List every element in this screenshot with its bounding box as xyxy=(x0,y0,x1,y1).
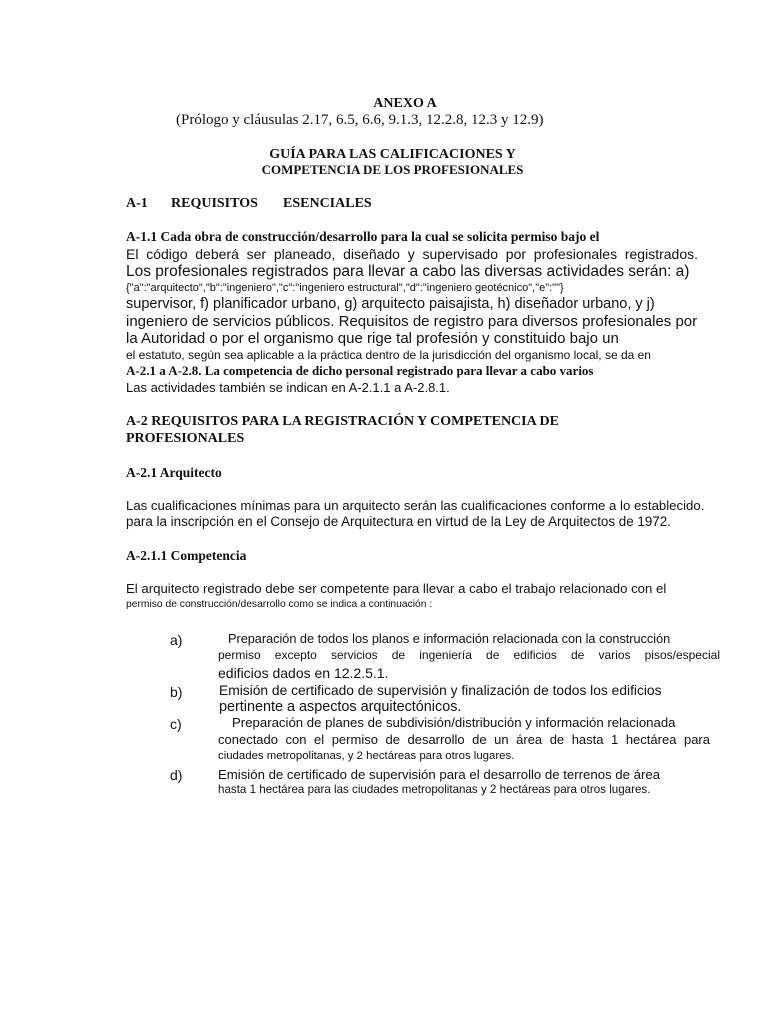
a1-paragraph-line3: Los profesionales registrados para llevar a cabo las diversas actividades serán: a) xyxy=(126,263,690,280)
list-item-letter: c) xyxy=(170,716,182,732)
list-item-line: permiso excepto servicios de ingeniería de edificios de varios pisos/especial xyxy=(218,648,720,662)
guide-heading-line1: GUÍA PARA LAS CALIFICACIONES Y xyxy=(269,147,516,162)
list-item-line: Preparación de planes de subdivisión/distribución y información relacionada xyxy=(232,715,676,730)
a211-paragraph-line2: permiso de construcción/desarrollo como se indica a continuación : xyxy=(126,599,433,610)
a1-paragraph-line9: A-2.1 a A-2.8. La competencia de dicho personal registrado para llevar a cabo varios xyxy=(126,363,594,378)
section-a1-title: REQUISITOS xyxy=(171,196,258,211)
annex-subtitle: (Prólogo y cláusulas 2.17, 6.5, 6.6, 9.1.3, 12.2.8, 12.3 y 12.9) xyxy=(176,112,544,128)
a211-paragraph-line1: El arquitecto registrado debe ser competente para llevar a cabo el trabajo relacionado con el xyxy=(126,581,667,596)
a1-paragraph-line10: Las actividades también se indican en A-2.1.1 a A-2.8.1. xyxy=(126,380,450,395)
subsection-a211-title: A-2.1.1 Competencia xyxy=(126,548,247,563)
a1-paragraph-line6: ingeniero de servicios públicos. Requisitos de registro para diversos profesionales por xyxy=(126,313,698,330)
list-item-line: pertinente a aspectos arquitectónicos. xyxy=(219,699,462,715)
list-item-line: ciudades metropolitanas, y 2 hectáreas para otros lugares. xyxy=(218,750,515,762)
section-a1-title2: ESENCIALES xyxy=(283,196,372,211)
a21-paragraph-line2: para la inscripción en el Consejo de Arquitectura en virtud de la Ley de Arquitectos de 1972. xyxy=(126,514,671,529)
list-item-line: hasta 1 hectárea para las ciudades metropolitanas y 2 hectáreas para otros lugares. xyxy=(218,783,651,796)
list-item-line: Emisión de certificado de supervisión para el desarrollo de terrenos de área xyxy=(218,767,661,782)
list-item-letter: b) xyxy=(170,684,183,700)
list-item-line: conectado con el permiso de desarrollo de un área de hasta 1 hectárea para xyxy=(218,732,710,747)
a1-paragraph-line8: el estatuto, según sea aplicable a la práctica dentro de la jurisdicción del organismo local, se da en xyxy=(126,348,651,362)
list-item-letter: d) xyxy=(170,767,183,783)
list-item-line: Emisión de certificado de supervisión y finalización de todos los edificios xyxy=(219,683,662,698)
section-a2-title-line2: PROFESIONALES xyxy=(126,431,245,446)
list-item-line: Preparación de todos los planos e información relacionada con la construcción xyxy=(228,632,671,646)
section-a1-number: A-1 xyxy=(126,196,148,211)
annex-title: ANEXO A xyxy=(373,96,437,111)
a21-paragraph-line1: Las cualificaciones mínimas para un arquitecto serán las cualificaciones conforme a lo establecido. xyxy=(126,498,705,513)
a1-paragraph-line5: supervisor, f) planificador urbano, g) arquitecto paisajista, h) diseñador urbano, y j) xyxy=(126,296,655,312)
a1-paragraph-line7: la Autoridad o por el organismo que rige tal profesión y constituido bajo un xyxy=(126,330,619,347)
guide-heading-line2: COMPETENCIA DE LOS PROFESIONALES xyxy=(261,162,524,177)
list-item-line: edificios dados en 12.2.5.1. xyxy=(218,665,389,681)
section-a2-title-line1: A-2 REQUISITOS PARA LA REGISTRACIÓN Y COMPETENCIA DE xyxy=(126,414,559,429)
a1-paragraph-line1: A-1.1 Cada obra de construcción/desarrollo para la cual se solicita permiso bajo el xyxy=(126,229,600,244)
list-item-letter: a) xyxy=(170,632,183,648)
a1-paragraph-line4: {"a":"arquitecto","b":"ingeniero","c":"ingeniero estructural","d":"ingeniero geotécnico","e":""} xyxy=(126,282,564,294)
a1-paragraph-line2: El código deberá ser planeado, diseñado y supervisado por profesionales registrados. xyxy=(126,246,698,262)
subsection-a21-title: A-2.1 Arquitecto xyxy=(126,465,222,480)
